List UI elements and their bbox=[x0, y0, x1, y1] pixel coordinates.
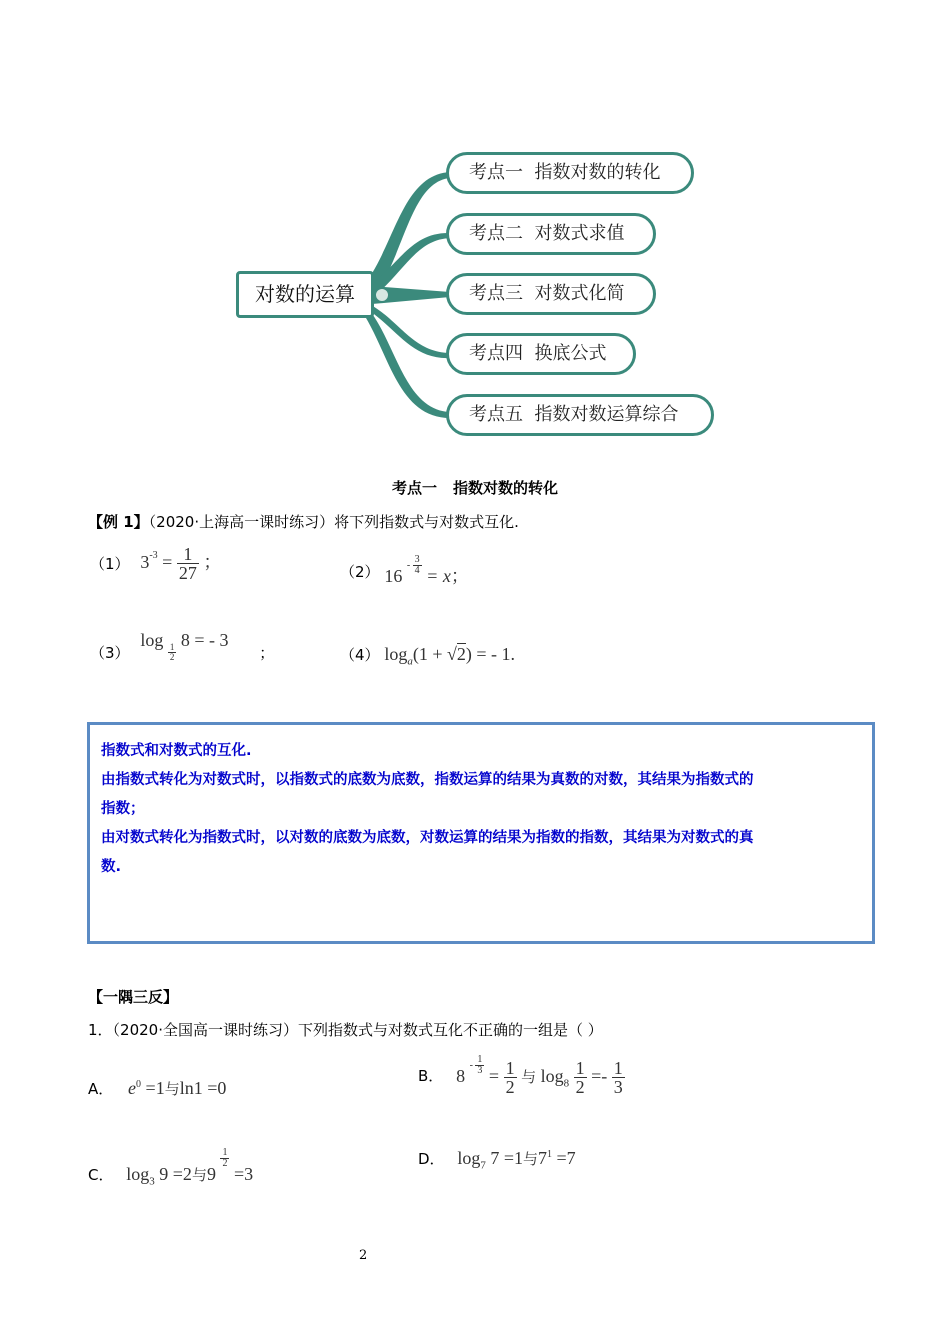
log-base: 3 bbox=[149, 1175, 155, 1188]
example-item-3 bbox=[90, 630, 274, 662]
math-log: log bbox=[457, 1148, 481, 1168]
fraction-denominator: 2 bbox=[575, 1077, 585, 1098]
item-number: （2） bbox=[340, 562, 380, 581]
punctuation: . bbox=[510, 644, 516, 664]
conjunction: 与 bbox=[521, 1067, 537, 1086]
mindmap-branch-4: 考点四 换底公式 bbox=[446, 333, 636, 375]
log-base: a bbox=[407, 655, 413, 668]
section-heading bbox=[0, 477, 950, 498]
math-fraction bbox=[574, 1059, 587, 1096]
conjunction: 与 bbox=[191, 1166, 207, 1184]
section-heading-title: 指数对数的转化 bbox=[453, 479, 559, 497]
note-line: 由对数式转化为指数式时，以对数的底数为底数，对数运算的结果为指数的指数，其结果为对数式的真 bbox=[101, 830, 754, 846]
option-b bbox=[418, 1055, 625, 1096]
math-rest: = x bbox=[426, 565, 451, 586]
math-equals: = bbox=[488, 1065, 500, 1086]
fraction-numerator: 1 bbox=[477, 1054, 483, 1065]
math-argument: 8 = - 3 bbox=[180, 630, 229, 650]
log-base: 7 bbox=[480, 1159, 486, 1172]
practice-title: 【一隅三反】 bbox=[88, 988, 179, 1006]
math-exponent: 0 bbox=[136, 1079, 142, 1090]
item-number: （4） bbox=[340, 646, 380, 664]
fraction-denominator: 4 bbox=[414, 565, 420, 576]
math-base: 3 bbox=[140, 551, 150, 572]
log-base-fraction bbox=[168, 643, 177, 662]
question-source: （2020·全国高一课时练习） bbox=[112, 1021, 298, 1039]
math-exponent: -3 bbox=[149, 549, 158, 561]
option-label: B． bbox=[418, 1067, 444, 1086]
note-line: 数. bbox=[101, 859, 122, 875]
math-part: =7 bbox=[552, 1148, 576, 1168]
option-label: D． bbox=[418, 1150, 445, 1168]
sqrt-radicand: 2 bbox=[456, 644, 466, 664]
fraction-numerator: 1 bbox=[222, 1147, 228, 1158]
math-close: ) = - 1 bbox=[465, 644, 511, 664]
sqrt-symbol: √ bbox=[447, 644, 457, 664]
fraction-denominator: 2 bbox=[169, 652, 175, 662]
example-item-1 bbox=[90, 545, 221, 582]
example-source: （2020·上海高一课时练习） bbox=[148, 513, 335, 531]
exponent-sign: - bbox=[469, 1059, 473, 1071]
math-part: =3 bbox=[229, 1164, 254, 1184]
log-base: 8 bbox=[563, 1077, 570, 1090]
math-log: log bbox=[126, 1164, 150, 1184]
math-log: log bbox=[140, 630, 164, 650]
math-fraction bbox=[177, 545, 199, 582]
mindmap-branch-5: 考点五 指数对数运算综合 bbox=[446, 394, 714, 436]
note-line: 指数； bbox=[101, 801, 145, 817]
math-open: (1 + bbox=[412, 644, 443, 664]
mindmap-branch-3: 考点三 对数式化简 bbox=[446, 273, 656, 315]
item-number: （3） bbox=[90, 644, 130, 662]
math-base: 7 bbox=[538, 1148, 548, 1168]
fraction-denominator: 2 bbox=[222, 1158, 228, 1169]
punctuation: ； bbox=[450, 565, 469, 586]
fraction-numerator: 1 bbox=[177, 545, 199, 564]
math-log: log bbox=[384, 644, 408, 664]
note-line: 指数式和对数式的互化. bbox=[101, 743, 252, 759]
example-item-4 bbox=[340, 644, 515, 668]
option-label: A． bbox=[88, 1080, 114, 1098]
section-heading-label: 考点一 bbox=[391, 479, 437, 497]
conjunction: 与 bbox=[523, 1150, 539, 1168]
example-item-2 bbox=[340, 555, 469, 588]
example-1-prompt bbox=[88, 511, 519, 532]
punctuation: ； bbox=[203, 551, 222, 572]
math-equals: =- bbox=[591, 1065, 608, 1086]
math-equals: = bbox=[162, 551, 173, 572]
note-line: 由指数式转化为对数式时，以指数式的底数为底数，指数运算的结果为真数的对数，其结果为指数式的 bbox=[101, 772, 754, 788]
fraction-denominator: 3 bbox=[477, 1065, 483, 1076]
mindmap-branch-1: 考点一 指数对数的转化 bbox=[446, 152, 694, 194]
question-1 bbox=[88, 1019, 603, 1040]
method-note-box bbox=[87, 722, 875, 944]
exponent-fraction bbox=[413, 555, 422, 576]
math-part: =1 bbox=[141, 1078, 165, 1098]
punctuation: ； bbox=[259, 644, 275, 662]
math-exponent: 1 bbox=[547, 1149, 553, 1160]
fraction-denominator: 27 bbox=[178, 563, 197, 583]
fraction-numerator: 1 bbox=[575, 1058, 585, 1079]
question-number: 1． bbox=[88, 1021, 113, 1039]
exponent-sign: - bbox=[406, 559, 411, 571]
example-prompt: 将下列指数式与对数式互化. bbox=[334, 513, 519, 531]
fraction-numerator: 1 bbox=[613, 1058, 623, 1079]
conjunction: 与 bbox=[164, 1080, 180, 1098]
mindmap-branch-2: 考点二 对数式求值 bbox=[446, 213, 656, 255]
fraction-numerator: 1 bbox=[169, 642, 175, 652]
option-a bbox=[88, 1078, 226, 1099]
option-label: C． bbox=[88, 1166, 114, 1184]
item-number: （1） bbox=[90, 555, 130, 573]
page-number: 2 bbox=[359, 1248, 368, 1263]
math-part: 7 =1 bbox=[485, 1148, 524, 1168]
example-label: 【例 1】 bbox=[88, 513, 149, 531]
math-base: 9 bbox=[206, 1164, 216, 1184]
mindmap-root: 对数的运算 bbox=[236, 271, 374, 318]
math-part: ln1 =0 bbox=[179, 1078, 227, 1098]
fraction-denominator: 2 bbox=[505, 1077, 515, 1098]
math-log: log bbox=[540, 1065, 564, 1086]
math-base: 8 bbox=[456, 1065, 466, 1086]
fraction-numerator: 3 bbox=[414, 554, 420, 565]
fraction-denominator: 3 bbox=[613, 1077, 623, 1098]
math-e: e bbox=[128, 1078, 137, 1098]
math-fraction bbox=[504, 1059, 517, 1096]
math-fraction bbox=[612, 1059, 625, 1096]
option-d bbox=[418, 1148, 576, 1172]
math-base: 16 bbox=[384, 565, 403, 586]
question-prompt: 下列指数式与对数式互化不正确的一组是（ ） bbox=[298, 1021, 603, 1039]
math-part: 9 =2 bbox=[154, 1164, 192, 1184]
option-c bbox=[88, 1148, 253, 1188]
fraction-numerator: 1 bbox=[505, 1058, 515, 1079]
exponent-fraction bbox=[475, 1055, 484, 1076]
